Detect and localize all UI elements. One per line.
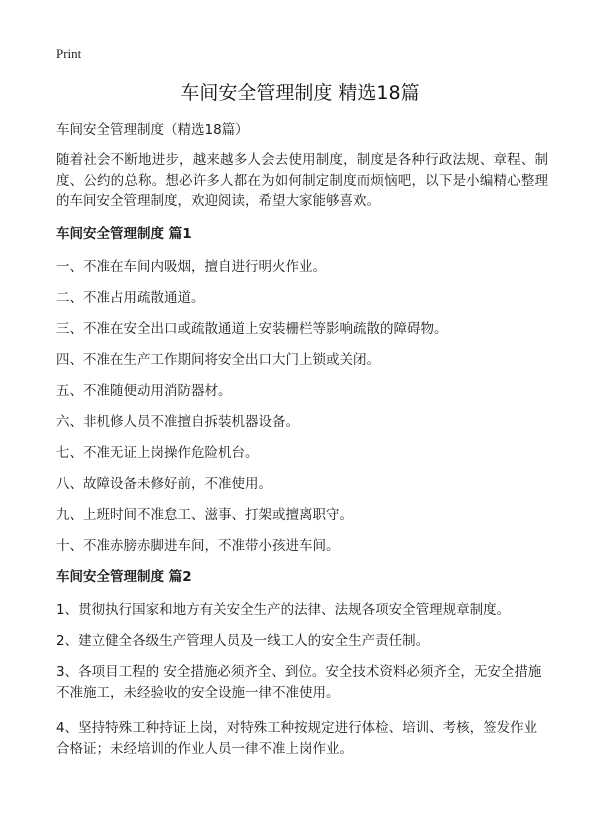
rule-item: 1、贯彻执行国家和地方有关安全生产的法律、法规各项安全管理规章制度。	[56, 601, 511, 618]
rule-item: 六、非机修人员不准擅自拆装机器设备。	[56, 413, 299, 430]
rule-item: 一、不准在车间内吸烟，擅自进行明火作业。	[56, 258, 326, 275]
rule-item: 五、不准随便动用消防器材。	[56, 382, 232, 399]
page-title: 车间安全管理制度 精选18篇	[180, 82, 420, 104]
rule-item: 七、不准无证上岗操作危险机台。	[56, 444, 259, 461]
rule-item: 2、建立健全各级生产管理人员及一线工人的安全生产责任制。	[56, 632, 430, 649]
document-subtitle: 车间安全管理制度（精选18篇）	[56, 122, 249, 138]
rule-item: 八、故障设备未修好前，不准使用。	[56, 475, 272, 492]
rule-item: 十、不准赤膀赤脚进车间，不准带小孩进车间。	[56, 537, 340, 554]
section-heading: 车间安全管理制度 篇2	[56, 568, 192, 585]
print-link[interactable]: Print	[56, 46, 82, 61]
rule-item: 4、坚持特殊工种持证上岗，对特殊工种按规定进行体检、培训、考核，签发作业合格证；未经培训的作业人员一律不准上岗作业。	[56, 719, 538, 757]
section-1	[56, 224, 548, 556]
section-2	[56, 567, 548, 760]
intro-paragraph: 随着社会不断地进步，越来越多人会去使用制度，制度是各种行政法规、章程、制度、公约的总称。想必许多人都在为如何制定制度而烦恼吧，以下是小编精心整理的车间安全管理制度，欢迎阅读，希望大家能够喜欢。	[56, 152, 548, 209]
section-heading: 车间安全管理制度 篇1	[56, 225, 192, 242]
rule-item: 九、上班时间不准怠工、滋事、打架或擅离职守。	[56, 506, 353, 523]
rule-item: 三、不准在安全出口或疏散通道上安装栅栏等影响疏散的障碍物。	[56, 320, 448, 337]
rule-item: 四、不准在生产工作期间将安全出口大门上锁或关闭。	[56, 351, 380, 368]
rule-item: 二、不准占用疏散通道。	[56, 289, 205, 306]
rule-item: 3、各项目工程的 安全措施必须齐全、到位。安全技术资料必须齐全，无安全措施不准施工，未经验收的安全设施一律不准使用。	[56, 663, 542, 701]
document-body	[56, 120, 548, 774]
